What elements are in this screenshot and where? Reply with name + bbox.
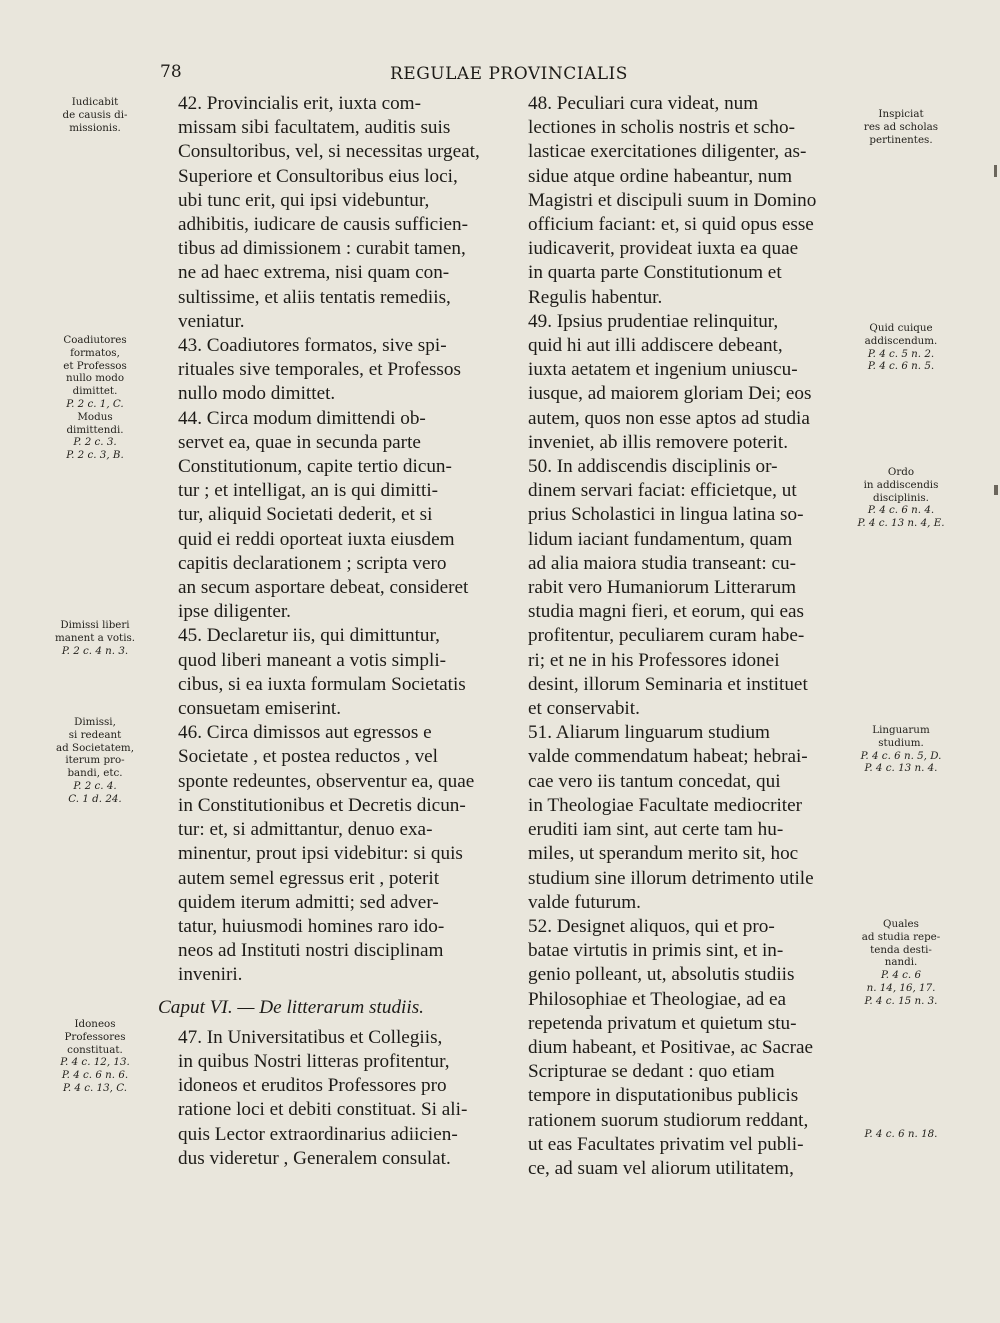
margin-note-line: nandi. [884,956,918,969]
text-line: quidem iterum admitti; sed adver- [178,891,439,913]
paragraph-42 [150,92,480,334]
text-line: ut eas Facultates privatim vel publi- [528,1133,804,1155]
margin-reference: P. 4 c. 13 n. 4, E. [857,517,945,530]
text-line: Consultoribus, vel, si necessitas urgeat, [178,141,480,163]
text-line: tatur, huiusmodi homines raro ido- [178,915,445,937]
margin-note-line: Professores [64,1030,126,1043]
margin-reference: P. 4 c. 13, C. [63,1081,127,1094]
margin-reference: P. 4 c. 13 n. 4. [864,762,938,775]
margin-note-linguarum [846,724,956,775]
text-line: ce, ad suam vel aliorum utilitatem, [528,1157,794,1179]
margin-note-quales [846,918,956,1008]
margin-note-line: ad studia repe- [861,930,941,943]
text-line: tur ; et intelligat, an is qui dimitti- [178,480,439,502]
text-line: quod liberi maneant a votis simpli- [178,649,447,671]
text-line: rituales sive temporales, et Professos [178,359,461,381]
paragraph-46 [150,721,480,987]
text-line: dinem servari faciat: efficietque, ut [528,480,797,502]
margin-note-line: nullo modo [65,372,125,385]
text-line: lasticae exercitationes diligenter, as- [528,141,807,163]
text-line: valde futurum. [528,891,641,913]
paragraph-51 [500,721,845,915]
margin-note-dimissi-redeant [44,716,146,806]
text-line: studia magni fieri, et eorum, qui eas [528,601,805,623]
paragraph-45 [150,624,480,721]
text-line: officium faciant: et, si quid opus esse [528,214,814,236]
text-line: prius Scholastici in lingua latina so- [528,504,804,526]
text-line: Constitutionum, capite tertio dicun- [178,456,452,478]
margin-note-line: manent a votis. [54,631,136,644]
margin-note-line: Modus [77,410,113,423]
text-line: sidue atque ordine habeantur, num [528,165,793,187]
margin-note-reference-end [846,1128,956,1141]
paragraph-44 [150,407,480,625]
text-line: quis Lector extraordinarius adiicien- [178,1123,458,1145]
edge-mark [994,165,997,177]
text-line: studium sine illorum detrimento utile [528,867,814,889]
right-text-column [500,92,845,1181]
margin-note-line: Coadiutores [63,334,127,346]
text-line: adhibitis, iudicare de causis sufficien- [178,214,469,236]
text-line: quid ei reddi oporteat iuxta eiusdem [178,528,455,550]
text-line: 48. Peculiari cura videat, num [528,93,759,114]
margin-note-line: Inspiciat [878,108,924,120]
text-line: tur, aliquid Societati dederit, et si [178,504,433,526]
text-line: Philosophiae et Theologiae, ad ea [528,988,787,1010]
margin-note-line: disciplinis. [873,491,929,504]
margin-note-line: si redeant [68,728,122,741]
text-line: iuxta aetatem et ingenium uniuscu- [528,359,798,381]
text-line: sultissime, et aliis tentatis remediis, [178,286,451,308]
text-line: in Constitutionibus et Decretis dicun- [178,794,466,816]
text-line: desint, illorum Seminaria et instituet [528,673,808,695]
text-line: Scripturae se dedant : quo etiam [528,1061,775,1083]
text-line: 43. Coadiutores formatos, sive spi- [178,335,447,357]
margin-note-line: Idoneos [74,1018,116,1030]
margin-note-line: ad Societatem, [56,741,134,754]
text-line: dus videretur , Generalem consulat. [178,1147,451,1169]
margin-note-line: pertinentes. [869,133,933,146]
text-line: miles, ut sperandum merito sit, hoc [528,843,799,865]
margin-reference: P. 4 c. 6 n. 18. [864,1128,938,1140]
text-line: repetenda privatum et quietum stu- [528,1012,797,1034]
margin-note-line: formatos, [70,346,120,359]
text-line: cibus, si ea iuxta formulam Societatis [178,673,466,695]
text-line: minentur, prout ipsi videbitur: si quis [178,843,463,865]
margin-note-line: Ordo [887,466,915,478]
text-line: in quarta parte Constitutionum et [528,262,782,284]
margin-reference: P. 2 c. 4. [73,779,117,792]
page-number: 78 [160,62,182,82]
margin-note-quid-cuique [846,322,956,373]
margin-note-line: dimittendi. [66,423,124,436]
paragraph-48 [500,92,845,310]
text-line: iudicaverit, provideat iuxta ea quae [528,238,799,260]
margin-note-line: addiscendum. [864,334,938,347]
text-line: veniatur. [178,310,245,332]
text-line: 49. Ipsius prudentiae relinquitur, [528,310,779,332]
text-line: 50. In addiscendis disciplinis or- [528,456,778,478]
text-line: idoneos et eruditos Professores pro [178,1075,447,1097]
margin-note-ordo [846,466,956,530]
margin-note-line: constituat. [67,1043,123,1056]
margin-note-idoneos [44,1018,146,1095]
text-line: 47. In Universitatibus et Collegiis, [178,1026,443,1048]
text-line: an secum asportare debeat, consideret [178,577,469,599]
margin-note-line: Dimissi, [74,716,116,728]
text-line: Superiore et Consultoribus eius loci, [178,165,458,187]
margin-note-line: Quales [883,918,919,930]
text-line: genio polleant, ut, absolutis studiis [528,964,795,986]
margin-reference: P. 2 c. 3, B. [66,449,124,462]
chapter-heading: Caput VI. — De litterarum studiis. [158,996,424,1018]
text-line: 44. Circa modum dimittendi ob- [178,407,426,429]
text-line: rabit vero Humaniorum Litterarum [528,577,797,599]
text-line: servet ea, quae in secunda parte [178,431,421,453]
text-line: valde commendatum habeat; hebrai- [528,746,808,768]
text-line: neos ad Instituti nostri disciplinam [178,940,444,962]
text-line: nullo modo dimittet. [178,383,336,405]
margin-note-dimissi-liberi [44,619,146,657]
text-line: missam sibi facultatem, auditis suis [178,117,451,139]
text-line: 42. Provincialis erit, iuxta com- [178,93,421,114]
text-line: Magistri et discipuli suum in Domino [528,189,817,211]
margin-note-line: missionis. [69,121,121,134]
text-line: cae vero iis tantum concedat, qui [528,770,781,792]
margin-reference: P. 4 c. 12, 13. [60,1056,130,1069]
margin-note-line: et Professos [63,359,127,372]
text-line: ratione loci et debiti constituat. Si ali- [178,1099,468,1121]
margin-reference: P. 4 c. 6 n. 5. [867,360,935,373]
text-line: tur: et, si admittantur, denuo exa- [178,819,433,841]
paragraph-50 [500,455,845,721]
text-line: 46. Circa dimissos aut egressos e [178,722,432,744]
text-line: autem semel egressus erit , poterit [178,867,440,889]
text-line: iusque, ad maiorem gloriam Dei; eos [528,383,812,405]
text-line: profitentur, peculiarem curam habe- [528,625,805,647]
text-line: sponte redeuntes, observentur ea, quae [178,770,475,792]
paragraph-47 [150,1026,480,1171]
text-line: consuetam emiserint. [178,698,342,720]
text-line: tibus ad dimissionem : curabit tamen, [178,238,466,260]
text-line: ne ad haec extrema, nisi quam con- [178,262,450,284]
text-line: 51. Aliarum linguarum studium [528,722,770,744]
running-title: REGULAE PROVINCIALIS [390,64,628,84]
margin-reference: P. 4 c. 6 n. 4. [867,504,935,517]
margin-note-iudicabit [44,96,146,134]
margin-reference: P. 4 c. 6 n. 6. [61,1069,129,1082]
text-line: quid hi aut illi addiscere debeant, [528,335,783,357]
text-line: Regulis habentur. [528,286,663,308]
text-line: lectiones in scholis nostris et scho- [528,117,795,139]
text-line: ad alia maiora studia transeant: cu- [528,552,796,574]
margin-note-line: Linguarum [872,724,930,736]
text-line: capitis declarationem ; scripta vero [178,552,447,574]
margin-note-inspiciat [846,108,956,146]
edge-mark [994,485,998,495]
text-line: batae virtutis in primis sint, et in- [528,940,784,962]
margin-note-coadiutores [44,334,146,462]
text-line: 52. Designet aliquos, qui et pro- [528,915,775,937]
margin-note-line: de causis di- [62,108,128,121]
text-line: lidum iaciant fundamentum, quam [528,528,793,550]
margin-note-line: iterum pro- [65,754,125,767]
text-line: tempore in disputationibus publicis [528,1085,799,1107]
text-line: in Theologiae Facultate mediocriter [528,794,803,816]
left-text-column [150,92,480,1171]
margin-reference: P. 4 c. 6 [880,969,922,982]
text-line: ipse diligenter. [178,601,291,623]
margin-note-line: studium. [878,736,924,749]
paragraph-52 [500,915,845,1181]
margin-reference: n. 14, 16, 17. [866,981,936,994]
margin-note-line: Quid cuique [869,322,933,334]
margin-reference: P. 4 c. 6 n. 5, D. [860,749,942,762]
text-line: inveniet, ab illis removere poterit. [528,431,789,453]
text-line: inveniri. [178,964,243,986]
margin-reference: P. 4 c. 15 n. 3. [864,994,938,1007]
text-line: Societate , et postea reductos , vel [178,746,439,768]
margin-reference: P. 2 c. 3. [73,436,117,449]
margin-reference: P. 2 c. 4 n. 3. [61,644,129,657]
margin-reference: C. 1 d. 24. [68,792,122,805]
margin-note-line: Dimissi liberi [60,619,130,631]
margin-note-line: Iudicabit [71,96,119,108]
text-line: autem, quos non esse aptos ad studia [528,407,810,429]
margin-note-line: bandi, etc. [67,767,123,780]
margin-note-line: dimittet. [72,385,118,398]
margin-note-line: res ad scholas [863,120,939,133]
margin-reference: P. 2 c. 1, C. [66,397,124,410]
paragraph-43 [150,334,480,407]
margin-note-line: in addiscendis [863,478,939,491]
text-line: dium habeant, et Positivae, ac Sacrae [528,1036,814,1058]
text-line: ubi tunc erit, qui ipsi videbuntur, [178,189,430,211]
text-line: in quibus Nostri litteras profitentur, [178,1050,450,1072]
text-line: ri; et ne in his Professores idonei [528,649,780,671]
text-line: eruditi iam sint, aut certe tam hu- [528,819,784,841]
text-line: rationem suorum studiorum reddant, [528,1109,809,1131]
margin-note-line: tenda desti- [870,943,932,956]
margin-reference: P. 4 c. 5 n. 2. [867,347,935,360]
text-line: 45. Declaretur iis, qui dimittuntur, [178,625,440,647]
paragraph-49 [500,310,845,455]
text-line: et conservabit. [528,698,640,720]
